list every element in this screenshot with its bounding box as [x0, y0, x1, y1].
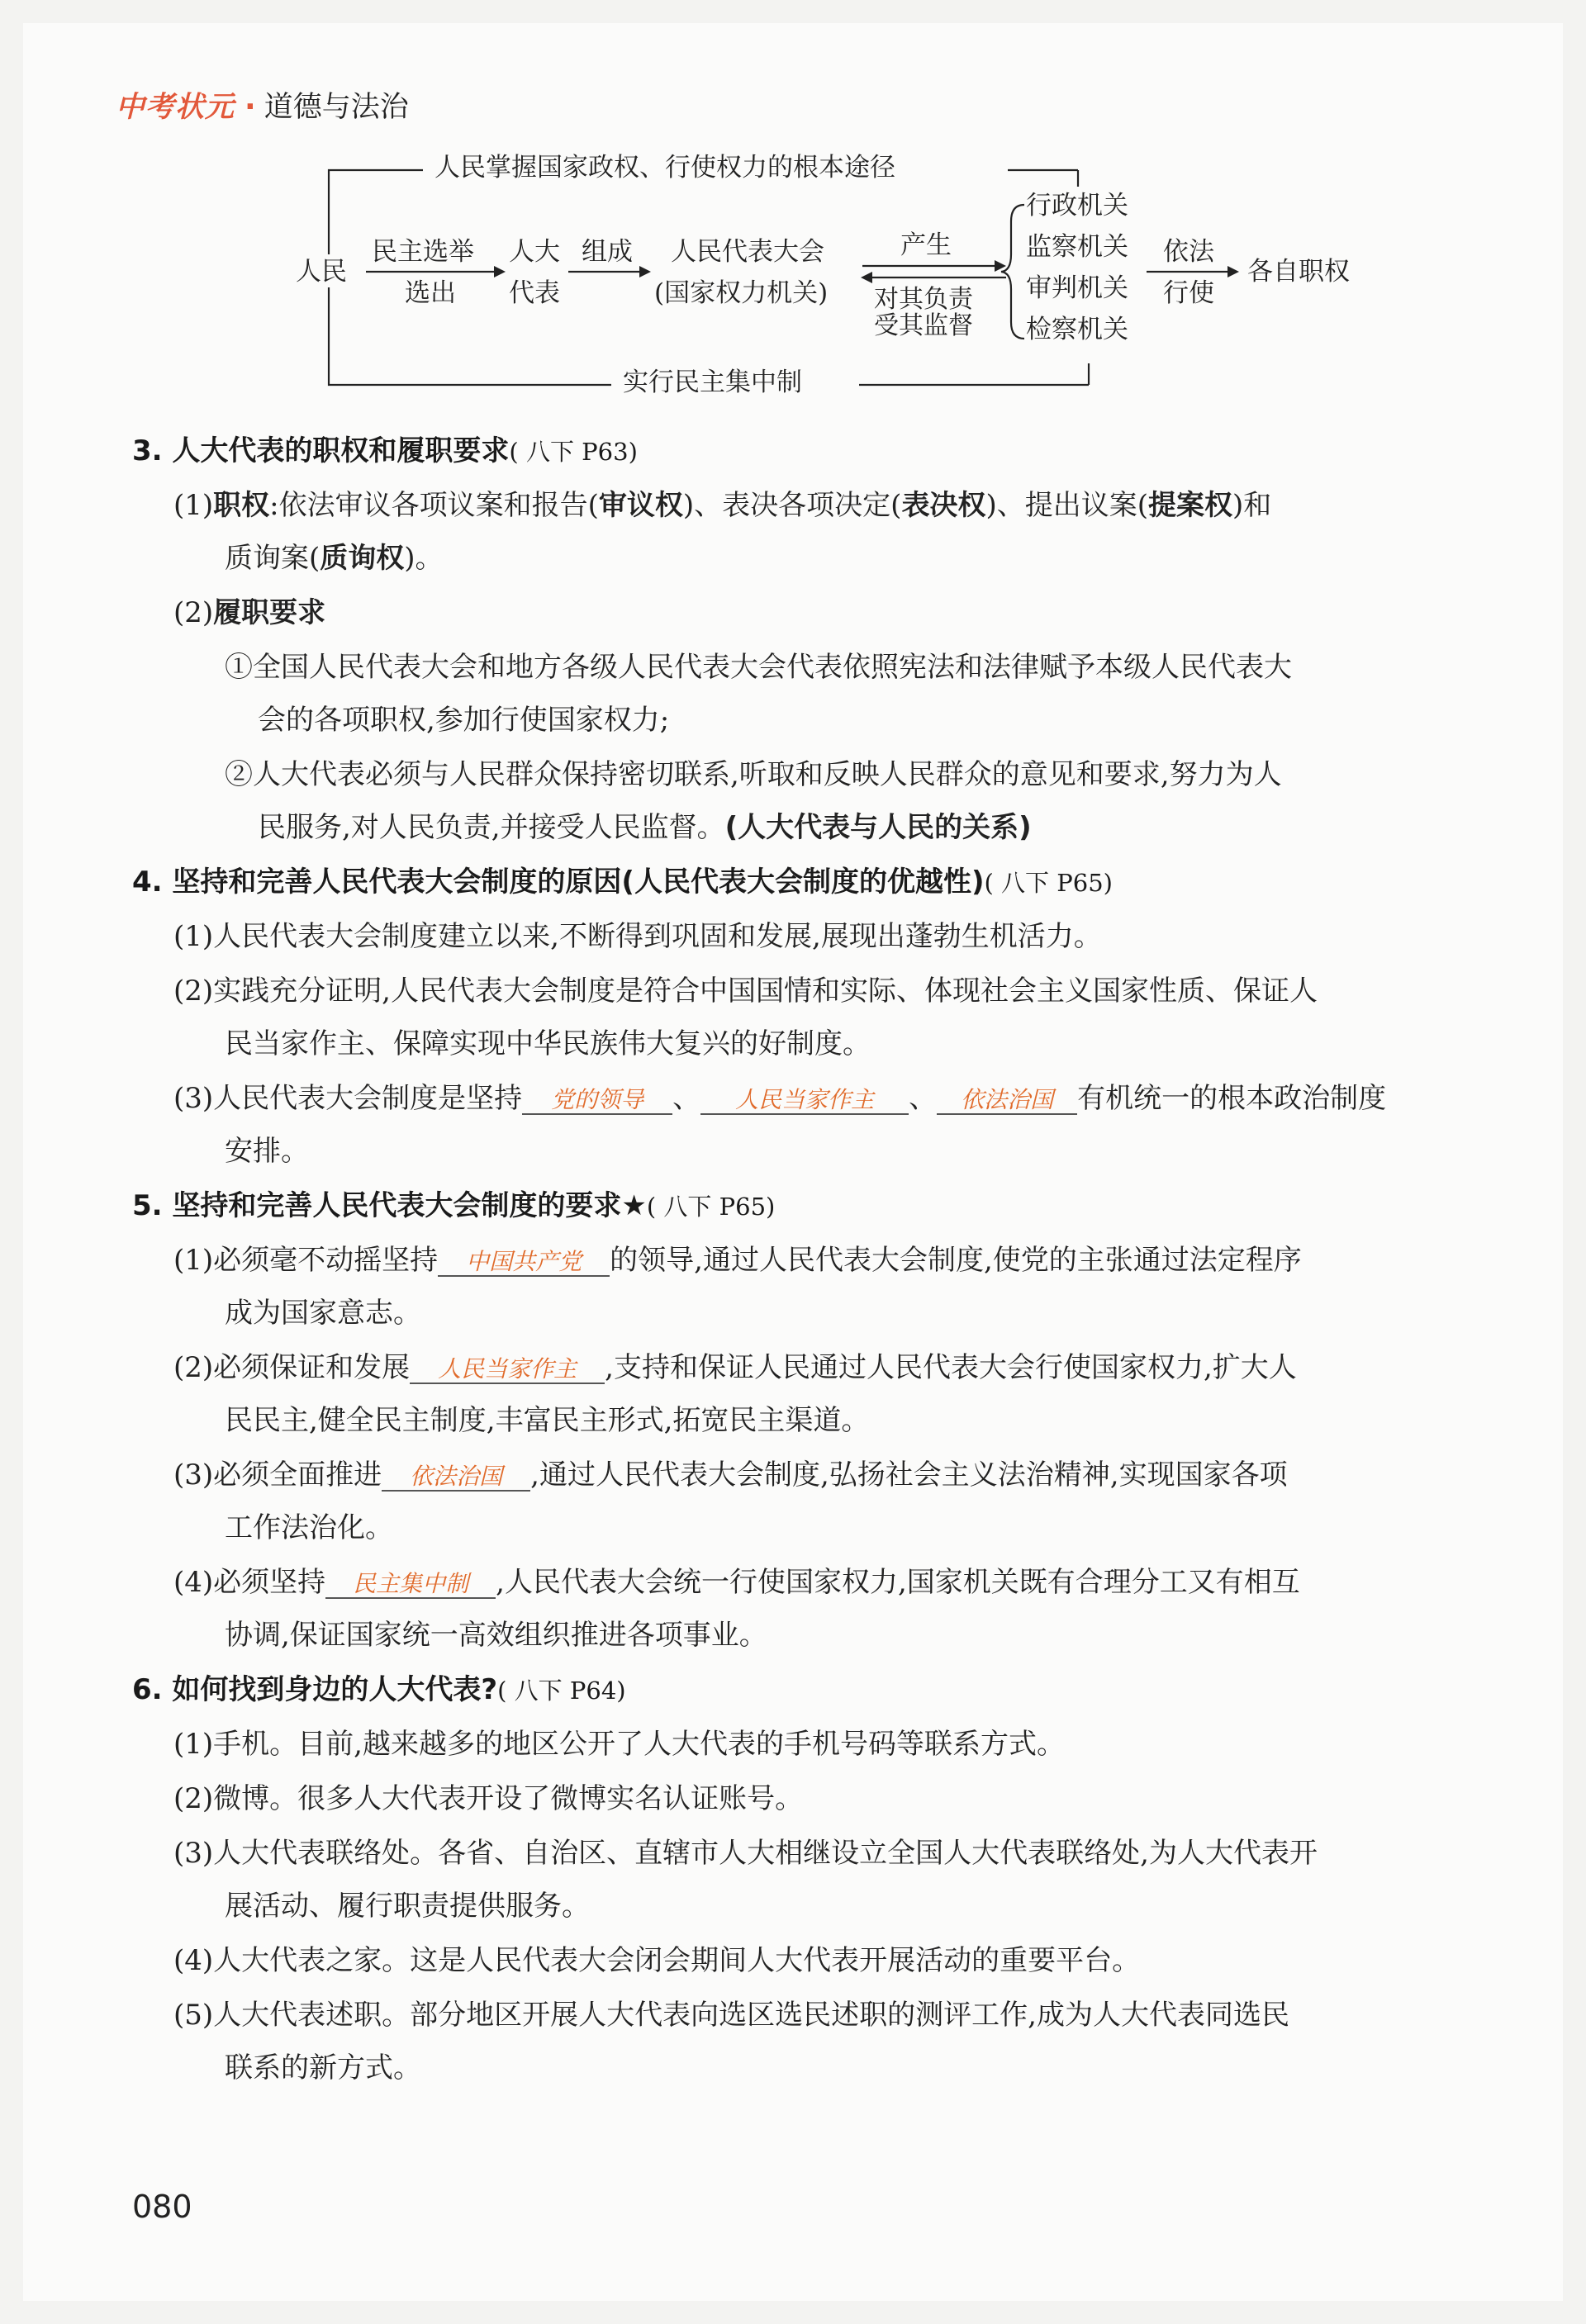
s3-p1-bold: 职权 [213, 489, 270, 522]
s3-p1-label: (1) [173, 489, 214, 522]
s4-p3-a: (3)人民代表大会制度是坚持 [173, 1082, 523, 1115]
s5-p1-blank: 中国共产党 [438, 1250, 610, 1277]
s6-p2: (2)微博。很多人大代表开设了微博实名认证账号。 [173, 1782, 804, 1815]
diagram-organ-judicial: 审判机关 [1026, 273, 1128, 303]
s4-p2-line2: 民当家作主、保障实现中华民族伟大复兴的好制度。 [225, 1027, 871, 1060]
s5-p4-line1 [173, 1559, 1300, 1600]
diagram-npc-top: 人民代表大会 [671, 237, 824, 267]
s6-p3-line1: (3)人大代表联络处。各省、自治区、直辖市人大相继设立全国人大代表联络处,为人大代表开 [173, 1837, 1318, 1870]
running-header [116, 84, 409, 126]
s5-p1-line2: 成为国家意志。 [225, 1297, 421, 1330]
s4-p3-sep2: 、 [909, 1082, 938, 1115]
s5-p3-line1 [173, 1452, 1288, 1492]
s5-p2-line1 [173, 1345, 1297, 1385]
s5-p4-blank: 民主集中制 [325, 1572, 496, 1599]
s3-item1-line2: 会的各项职权,参加行使国家权力; [258, 704, 670, 737]
section-6-title-text: 6. 如何找到身边的人大代表? [132, 1673, 498, 1706]
diagram-elect-bottom: 选出 [405, 278, 456, 308]
s4-p3-sep1: 、 [672, 1082, 701, 1115]
s3-p2-bold: 履职要求 [213, 596, 326, 629]
diagram-top-label: 人民掌握国家政权、行使权力的根本途径 [434, 153, 895, 183]
diagram-bottom-label: 实行民主集中制 [623, 368, 802, 397]
s5-p1-b: 的领导,通过人民代表大会制度,使党的主张通过法定程序 [610, 1244, 1302, 1277]
s6-p4: (4)人大代表之家。这是人民代表大会闭会期间人大代表开展活动的重要平台。 [173, 1944, 1141, 1977]
diagram-organ-procuratorial: 检察机关 [1026, 315, 1128, 344]
section-3-ref: ( 八下 P63) [509, 438, 638, 466]
diagram-organ-executive: 行政机关 [1026, 191, 1128, 221]
s3-p1-a: :依法审议各项议案和报告( [269, 489, 599, 522]
diagram-organ-supervisory: 监察机关 [1026, 232, 1128, 262]
section-5-title-text: 5. 坚持和完善人民代表大会制度的要求★ [132, 1189, 647, 1222]
s5-p2-b: ,支持和保证人民通过人民代表大会行使国家权力,扩大人 [605, 1351, 1297, 1384]
section-6-ref: ( 八下 P64) [497, 1677, 626, 1705]
diagram-produce: 产生 [900, 230, 952, 260]
diagram-compose: 组成 [582, 237, 633, 267]
section-4-title [132, 859, 1113, 899]
section-4-title-text: 4. 坚持和完善人民代表大会制度的原因(人民代表大会制度的优越性) [132, 866, 985, 899]
s3-p2-label: (2) [173, 596, 214, 629]
s4-p3-blank3: 依法治国 [937, 1088, 1077, 1115]
s3-p1-b1: 审议权 [598, 489, 683, 522]
s5-p2-blank: 人民当家作主 [410, 1357, 605, 1384]
s4-p3-blank2: 人民当家作主 [700, 1088, 909, 1115]
s5-p1-a: (1)必须毫不动摇坚持 [173, 1244, 439, 1277]
s3-p1-d: )、提出议案( [985, 489, 1148, 522]
s3-p1-line2 [225, 535, 444, 576]
s5-p3-b: ,通过人民代表大会制度,弘扬社会主义法治精神,实现国家各项 [530, 1458, 1288, 1492]
s4-p3-blank1: 党的领导 [522, 1088, 672, 1115]
s5-p3-line2: 工作法治化。 [225, 1511, 393, 1544]
section-6-title [132, 1667, 626, 1707]
diagram-deputy-bottom: 代表 [509, 278, 560, 308]
header-separator: · [245, 90, 256, 124]
s5-p2-line2: 民民主,健全民主制度,丰富民主形式,拓宽民主渠道。 [225, 1404, 870, 1437]
s3-p1-c: )、表决各项决定( [682, 489, 902, 522]
section-3-title [132, 428, 638, 468]
s3-p1-b2: 表决权 [901, 489, 986, 522]
s3-p1-line1 [173, 482, 1271, 523]
s3-item2-line1: ②人大代表必须与人民群众保持密切联系,听取和反映人民群众的意见和要求,努力为人 [225, 758, 1282, 791]
s4-p1: (1)人民代表大会制度建立以来,不断得到巩固和发展,展现出蓬勃生机活力。 [173, 920, 1102, 953]
s6-p5-line1: (5)人大代表述职。部分地区开展人大代表向选区选民述职的测评工作,成为人大代表同选民 [173, 1999, 1289, 2032]
diagram-responsible-bottom: 受其监督 [874, 311, 973, 340]
s5-p1-line1 [173, 1237, 1302, 1278]
s4-p2-line1: (2)实践充分证明,人民代表大会制度是符合中国国情和实际、体现社会主义国家性质、保证人 [173, 975, 1318, 1008]
diagram-responsible-top: 对其负责 [874, 285, 973, 314]
s6-p5-line2: 联系的新方式。 [225, 2051, 421, 2084]
diagram-law-bottom: 行使 [1163, 278, 1214, 308]
section-5-title [132, 1183, 775, 1223]
s6-p1: (1)手机。目前,越来越多的地区公开了人大代表的手机号码等联系方式。 [173, 1728, 1065, 1761]
brand-logo: 中考状元 [116, 91, 235, 124]
section-5-ref: ( 八下 P65) [646, 1193, 776, 1221]
section-3-title-text: 3. 人大代表的职权和履职要求 [132, 434, 510, 467]
s4-p3-line1 [173, 1075, 1386, 1116]
diagram-people: 人民 [296, 257, 347, 287]
s5-p2-a: (2)必须保证和发展 [173, 1351, 411, 1384]
s4-p3-line2: 安排。 [225, 1135, 309, 1168]
subject-title: 道德与法治 [264, 91, 409, 124]
section-4-ref: ( 八下 P65) [984, 869, 1113, 897]
s4-p3-b: 有机统一的根本政治制度 [1077, 1082, 1387, 1115]
s3-item2-l2b: (人大代表与人民的关系) [724, 811, 1032, 844]
s6-p3-line2: 展活动、履行职责提供服务。 [225, 1890, 590, 1923]
diagram-law-top: 依法 [1163, 237, 1214, 267]
diagram-npc-bottom: (国家权力机关) [654, 278, 829, 308]
s3-p1-e: )和 [1232, 489, 1272, 522]
s5-p3-a: (3)必须全面推进 [173, 1458, 382, 1492]
page-number: 080 [132, 2189, 192, 2225]
s3-p1-l2a: 质询案( [225, 542, 321, 575]
npc-system-diagram [281, 139, 1396, 411]
s3-item2-line2 [258, 804, 1032, 845]
diagram-elect-top: 民主选举 [372, 237, 474, 267]
s3-p1-l2b: )。 [404, 542, 444, 575]
s5-p4-a: (4)必须坚持 [173, 1566, 326, 1599]
s3-item2-l2a: 民服务,对人民负责,并接受人民监督。 [258, 811, 725, 844]
diagram-deputy-top: 人大 [509, 237, 560, 267]
s5-p4-line2: 协调,保证国家统一高效组织推进各项事业。 [225, 1619, 767, 1652]
s5-p4-b: ,人民代表大会统一行使国家权力,国家机关既有合理分工又有相互 [496, 1566, 1300, 1599]
s3-p1-b4: 质询权 [320, 542, 405, 575]
s5-p3-blank: 依法治国 [382, 1464, 530, 1492]
s3-p2-heading [173, 590, 325, 630]
s3-p1-b3: 提案权 [1147, 489, 1232, 522]
diagram-result: 各自职权 [1247, 257, 1350, 287]
s3-item1-line1: ①全国人民代表大会和地方各级人民代表大会代表依照宪法和法律赋予本级人民代表大 [225, 651, 1292, 684]
